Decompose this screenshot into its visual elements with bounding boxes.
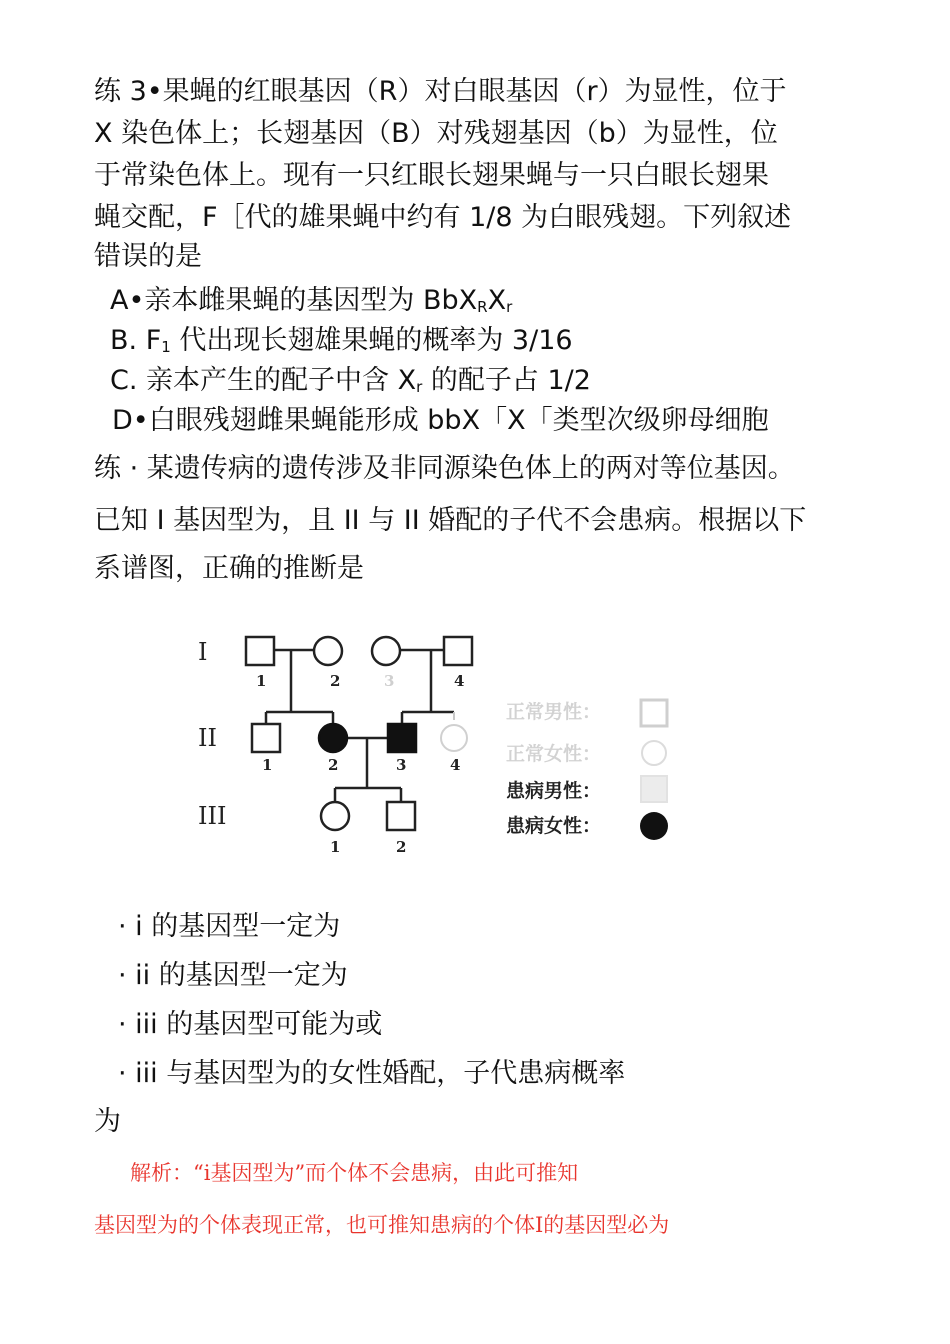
gen1-num-4: 4 — [454, 672, 465, 690]
option-a-text: A•亲本雌果蝇的基因型为 BbX — [110, 285, 478, 316]
analysis-line-1: 解析：“ⅰ基因型为”而个体不会患病，由此可推知 — [130, 1161, 579, 1185]
q2-line-2: 已知 I 基因型为，且 II 与 II 婚配的子代不会患病。根据以下 — [94, 505, 807, 536]
gen1-female-2 — [314, 637, 342, 665]
legend-normal-female-label: 正常女性： — [506, 743, 602, 765]
q1-line-5: 错误的是 — [94, 241, 202, 272]
q1-line-1: 练 3•果蝇的红眼基因（R）对白眼基因（r）为显性，位于 — [94, 76, 787, 107]
legend-normal-female-symbol — [642, 741, 666, 765]
option-b-pre: B. F — [110, 325, 162, 356]
gen3-female-1 — [321, 802, 349, 830]
option-c-text: 的配子占 1/2 — [422, 365, 591, 396]
gen1-male-1 — [246, 637, 274, 665]
legend-affected-female-symbol — [640, 812, 668, 840]
option-c-pre: C. 亲本产生的配子中含 X — [110, 365, 417, 396]
gen2-num-4: 4 — [450, 756, 461, 774]
gen2-female-2 — [319, 724, 347, 752]
bullet-2: · ii 的基因型一定为 — [118, 960, 348, 991]
gen2-num-3: 3 — [396, 756, 407, 774]
q1-line-2: X 染色体上；长翅基因（B）对残翅基因（b）为显性，位 — [94, 118, 778, 149]
legend-affected-female-label: 患病女性： — [506, 815, 602, 837]
option-a-sub2: r — [506, 298, 513, 316]
gen1-male-4 — [444, 637, 472, 665]
gen3-num-2: 2 — [396, 838, 407, 856]
bullet-1: · i 的基因型一定为 — [118, 911, 341, 942]
legend-normal-male-label: 正常男性： — [506, 701, 602, 723]
gen1-num-2: 2 — [330, 672, 341, 690]
bullet-3: · iii 的基因型可能为或 — [118, 1009, 383, 1040]
pedigree-lines — [266, 650, 454, 802]
q1-line-4: 蝇交配，F［代的雄果蝇中约有 1/8 为白眼残翅。下列叙述 — [94, 202, 792, 233]
q2-line-3: 系谱图，正确的推断是 — [94, 553, 364, 584]
tail-text: 为 — [94, 1106, 121, 1137]
option-c-sub: r — [416, 378, 423, 396]
gen2-female-4 — [441, 725, 467, 751]
gen2-num-2: 2 — [328, 756, 339, 774]
gen3-male-2 — [387, 802, 415, 830]
option-b-sub: 1 — [161, 338, 171, 356]
option-b-text: 代出现长翅雄果蝇的概率为 3/16 — [170, 325, 573, 356]
pedigree-chart — [190, 620, 690, 880]
gen1-num-3: 3 — [384, 672, 395, 690]
q2-line-1: 练 · 某遗传病的遗传涉及非同源染色体上的两对等位基因。 — [94, 453, 795, 484]
legend-normal-male-symbol — [641, 700, 667, 726]
gen1-num-1: 1 — [256, 672, 267, 690]
gen-label-1: I — [198, 638, 208, 666]
option-d-text: D•白眼残翅雌果蝇能形成 bbX「X「类型次级卵母细胞 — [112, 405, 769, 436]
gen-label-3: III — [198, 802, 227, 830]
legend-affected-male-symbol — [641, 776, 667, 802]
bullet-4: · iii 与基因型为的女性婚配，子代患病概率 — [118, 1058, 626, 1089]
gen3-num-1: 1 — [330, 838, 341, 856]
analysis-line-2: 基因型为的个体表现正常，也可推知患病的个体Ⅰ的基因型必为 — [94, 1213, 670, 1237]
gen1-female-3 — [372, 637, 400, 665]
option-a-mid: X — [487, 285, 507, 316]
option-d — [112, 400, 769, 442]
gen2-male-1 — [252, 724, 280, 752]
gen2-num-1: 1 — [262, 756, 273, 774]
gen2-male-3 — [388, 724, 416, 752]
q1-line-3: 于常染色体上。现有一只红眼长翅果蝇与一只白眼长翅果 — [94, 160, 769, 191]
legend-affected-male-label: 患病男性： — [506, 780, 602, 802]
option-a-sub1: R — [477, 298, 488, 316]
gen-label-2: II — [198, 724, 217, 752]
